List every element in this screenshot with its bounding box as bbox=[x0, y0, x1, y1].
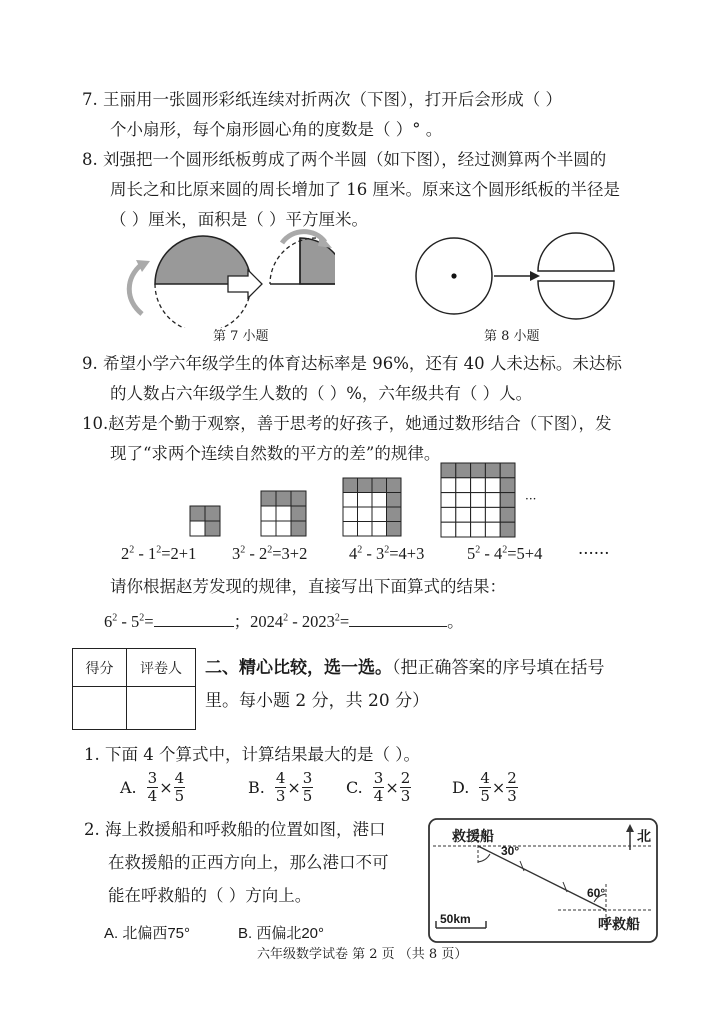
formula-3: $4^2 - 3^2=4+3$ bbox=[349, 544, 425, 563]
distress-ship-label: 呼救船 bbox=[598, 917, 640, 933]
grid-cell bbox=[261, 521, 276, 536]
q7-line1: 7. 王丽用一张圆形彩纸连续对折两次（下图），打开后会形成（ ） bbox=[82, 90, 562, 109]
option-b[interactable]: B. $\frac{4}{3}$ × $\frac{3}{5}$ bbox=[248, 769, 313, 805]
section2-title: 二、精心比较，选一选。 bbox=[205, 658, 392, 678]
option-d[interactable]: D. $\frac{4}{5}$ × $\frac{2}{3}$ bbox=[452, 769, 517, 805]
s2q2-option-a[interactable]: A. 北偏西75° bbox=[104, 925, 191, 942]
grid-cell bbox=[441, 478, 456, 493]
grader-cell[interactable] bbox=[127, 687, 196, 730]
grid-cell bbox=[387, 478, 402, 493]
grid-cell bbox=[190, 506, 205, 521]
fig7-caption: 第 7 小题 bbox=[213, 329, 269, 344]
option-a[interactable]: A. $\frac{3}{4}$ × $\frac{4}{5}$ bbox=[120, 769, 185, 805]
grid-cell bbox=[485, 493, 500, 508]
grid-cell bbox=[456, 478, 471, 493]
q8-line2: 周长之和比原来圆的周长增加了 16 厘米。原来这个圆形纸板的半径是 bbox=[110, 180, 620, 199]
grid-cell bbox=[358, 478, 373, 493]
s2q2-line3: 能在呼救船的（ ）方向上。 bbox=[108, 886, 312, 905]
rescue-ship-label: 救援船 bbox=[452, 829, 494, 845]
grid-cell bbox=[343, 493, 358, 508]
grid-cell bbox=[485, 463, 500, 478]
answer-blank-2[interactable] bbox=[349, 610, 447, 627]
q8-line3: （ ）厘米，面积是（ ）平方厘米。 bbox=[110, 210, 368, 229]
s2q1-text: 1. 下面 4 个算式中，计算结果最大的是（ ）。 bbox=[84, 745, 420, 764]
grid-cell bbox=[456, 463, 471, 478]
score-table bbox=[72, 648, 196, 730]
grid-cell bbox=[500, 522, 515, 537]
square-grid-3 bbox=[343, 478, 401, 536]
s2q2-line1: 2. 海上救援船和呼救船的位置如图，港口 bbox=[84, 820, 386, 839]
grid-cell bbox=[485, 478, 500, 493]
grid-cell bbox=[441, 463, 456, 478]
q9-line2: 的人数占六年级学生人数的（ ）%，六年级共有（ ）人。 bbox=[110, 384, 533, 403]
grid-cell bbox=[471, 493, 486, 508]
section2-note1: （把正确答案的序号填在括号 bbox=[392, 658, 605, 678]
q10-instruction: 请你根据赵芳发现的规律，直接写出下面算式的结果： bbox=[110, 577, 506, 596]
q10-tasks: $6^2 - 5^2=$ ；$2024^2 - 2023^2=$ 。 bbox=[104, 612, 464, 631]
grid-cell bbox=[276, 491, 291, 506]
grid-cell bbox=[441, 522, 456, 537]
grid-cell bbox=[205, 506, 220, 521]
grid-cell bbox=[485, 522, 500, 537]
grader-header: 评卷人 bbox=[127, 649, 196, 687]
grid-cell bbox=[372, 493, 387, 508]
grid-cell bbox=[190, 521, 205, 536]
grid-cell bbox=[500, 493, 515, 508]
grid-cell bbox=[471, 522, 486, 537]
grid-cell bbox=[441, 493, 456, 508]
grid-cell bbox=[485, 507, 500, 522]
grid-cell bbox=[500, 478, 515, 493]
grid-cell bbox=[205, 521, 220, 536]
grid-cell bbox=[471, 507, 486, 522]
grid-cell bbox=[291, 491, 306, 506]
grid-cell bbox=[358, 493, 373, 508]
q7-line2: 个小扇形，每个扇形圆心角的度数是（ ）° 。 bbox=[110, 120, 443, 139]
grid-cell bbox=[471, 478, 486, 493]
angle-30-label: 30° bbox=[501, 844, 520, 858]
formula-4: $5^2 - 4^2=5+4$ bbox=[467, 544, 543, 563]
square-grid-4 bbox=[441, 463, 515, 537]
answer-blank-1[interactable] bbox=[154, 610, 234, 627]
grid-cell bbox=[456, 507, 471, 522]
grid-cell bbox=[387, 493, 402, 508]
score-header: 得分 bbox=[73, 649, 127, 687]
square-grid-1 bbox=[190, 506, 220, 536]
grid-cell bbox=[291, 506, 306, 521]
scale-label: 50km bbox=[440, 912, 471, 926]
q10-line1: 10.赵芳是个勤于观察，善于思考的好孩子，她通过数形结合（下图），发 bbox=[82, 414, 612, 433]
grid-cell bbox=[372, 522, 387, 537]
square-grid-2 bbox=[261, 491, 306, 536]
grid-cell bbox=[358, 522, 373, 537]
q10-line2: 现了“求两个连续自然数的平方的差”的规律。 bbox=[110, 444, 441, 463]
s2q2-option-b[interactable]: B. 西偏北20° bbox=[238, 925, 325, 942]
grid-cell bbox=[372, 478, 387, 493]
grid-cell bbox=[291, 521, 306, 536]
north-label: 北 bbox=[637, 829, 651, 845]
grid-cell bbox=[456, 493, 471, 508]
grid-cell bbox=[261, 506, 276, 521]
section2-header-line1 bbox=[205, 655, 605, 681]
grid-cell bbox=[471, 463, 486, 478]
s2q2-line2: 在救援船的正西方向上，那么港口不可 bbox=[108, 853, 389, 872]
grid-cell bbox=[343, 478, 358, 493]
formula-2: $3^2 - 2^2=3+2$ bbox=[232, 544, 308, 563]
grid-cell bbox=[343, 522, 358, 537]
formula-1: $2^2 - 1^2=2+1$ bbox=[121, 544, 197, 563]
grid-cell bbox=[261, 491, 276, 506]
grid-cell bbox=[276, 521, 291, 536]
q9-line1: 9. 希望小学六年级学生的体育达标率是 96%，还有 40 人未达标。未达标 bbox=[82, 354, 622, 373]
score-cell[interactable] bbox=[73, 687, 127, 730]
fig8-caption: 第 8 小题 bbox=[484, 329, 540, 344]
grid-cell bbox=[500, 463, 515, 478]
grid-cell bbox=[358, 507, 373, 522]
grid-cell bbox=[343, 507, 358, 522]
grid-cell bbox=[387, 507, 402, 522]
section2-note2: 里。每小题 2 分，共 20 分） bbox=[205, 691, 430, 711]
grid-cell bbox=[500, 507, 515, 522]
grid-cell bbox=[387, 522, 402, 537]
option-c[interactable]: C. $\frac{3}{4}$ × $\frac{2}{3}$ bbox=[346, 769, 411, 805]
formulas-more: ······ bbox=[578, 544, 610, 563]
grid-cell bbox=[441, 507, 456, 522]
grid-cell bbox=[456, 522, 471, 537]
grid-ellipsis: ··· bbox=[525, 492, 537, 506]
page-footer: 六年级数学试卷 第 2 页 （共 8 页） bbox=[257, 947, 468, 962]
grid-cell bbox=[276, 506, 291, 521]
grid-cell bbox=[372, 507, 387, 522]
q8-line1: 8. 刘强把一个圆形纸板剪成了两个半圆（如下图），经过测算两个半圆的 bbox=[82, 150, 607, 169]
angle-60-label: 60° bbox=[587, 886, 606, 900]
